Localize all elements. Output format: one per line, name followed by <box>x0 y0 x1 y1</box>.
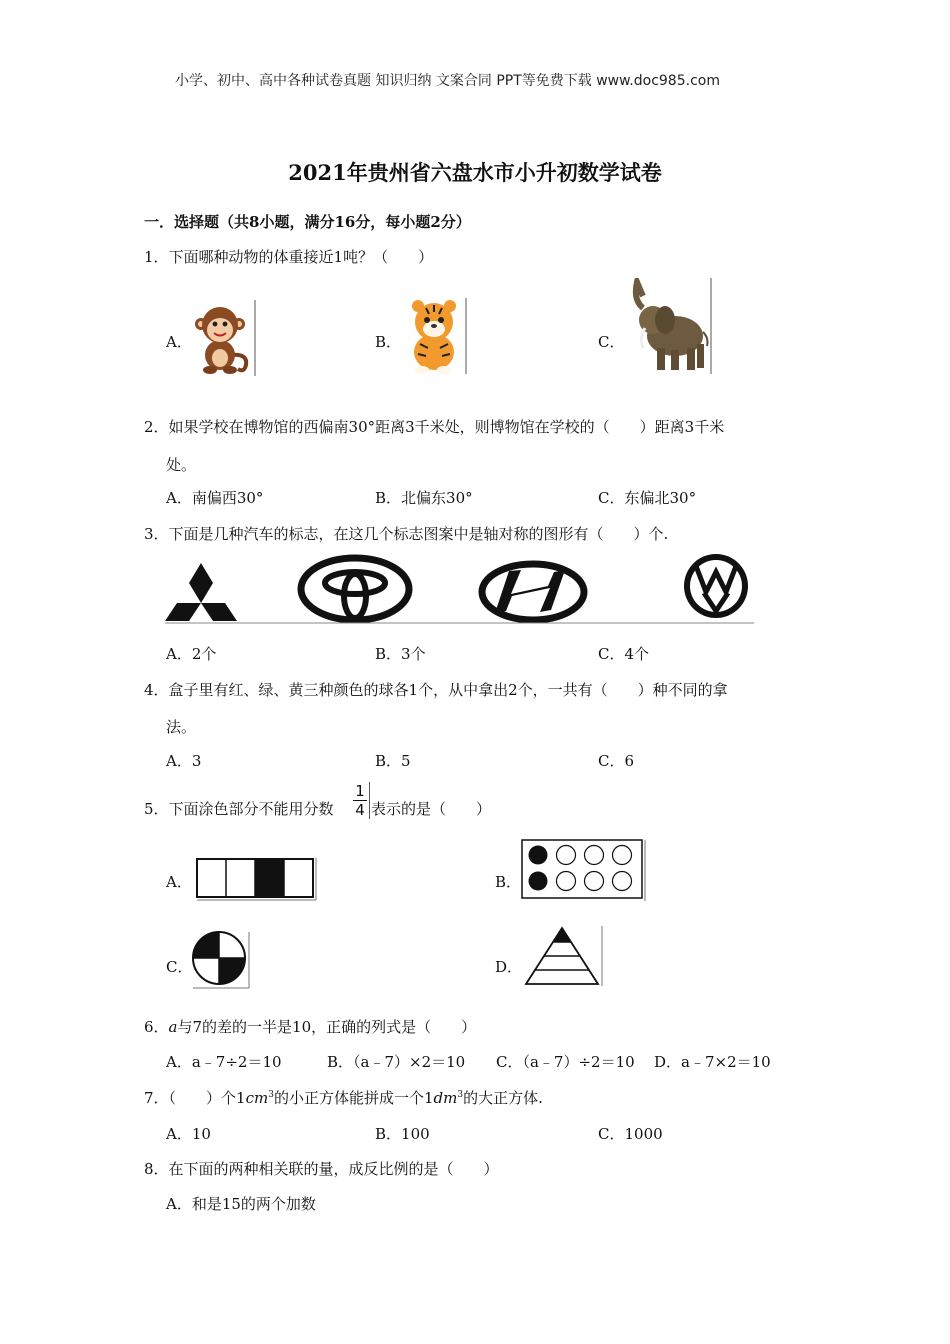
question-4 <box>144 679 728 700</box>
monkey-image <box>190 300 258 376</box>
question-text: 下面哪种动物的体重接近1吨？（ ） <box>168 248 434 266</box>
page-title: 2021年贵州省六盘水市小升初数学试卷 <box>288 160 662 185</box>
variable: a <box>168 1018 178 1036</box>
option-label: C． <box>166 958 193 976</box>
question-text-continued: 法。 <box>166 718 197 736</box>
question-number: 2． <box>144 418 169 436</box>
option-label: C． <box>598 333 625 351</box>
fraction <box>353 782 370 819</box>
option-c: C．4个 <box>598 645 650 663</box>
volkswagen-logo <box>684 554 748 618</box>
section-heading: 一．选择题（共8小题，满分16分，每小题2分） <box>144 213 471 231</box>
question-3 <box>144 523 668 544</box>
question-1 <box>144 246 433 267</box>
question-number: 5． <box>144 800 169 818</box>
fraction-denominator: 4 <box>355 801 365 819</box>
question-number: 6． <box>144 1018 169 1036</box>
question-number: 3． <box>144 525 169 543</box>
option-c: C．东偏北30° <box>598 489 697 507</box>
question-text: 盒子里有红、绿、黄三种颜色的球各1个，从中拿出2个，一共有（ ）种不同的拿 <box>168 681 728 699</box>
question-7: 7．（ ）个$1cm^3$的小正方体能拼成一个$1dm^3$的大正方体. <box>144 1089 543 1107</box>
question-5 <box>144 798 334 819</box>
option-c: C．6 <box>598 752 635 770</box>
option-a: A．和是15的两个加数 <box>166 1195 316 1213</box>
option-label: D． <box>495 958 523 976</box>
option-a: A．南偏西30° <box>166 489 264 507</box>
question-number: 4． <box>144 681 169 699</box>
toyota-logo <box>301 558 409 620</box>
option-a: A．2个 <box>166 645 217 663</box>
option-a: A．3 <box>166 752 202 770</box>
car-logos-image <box>164 551 756 625</box>
option-a: A．a﹣7÷2＝10 <box>166 1053 282 1071</box>
option-d-figure <box>522 924 604 988</box>
question-8 <box>144 1158 499 1179</box>
question-2 <box>144 416 724 437</box>
option-label: B． <box>375 333 402 351</box>
option-b: B．5 <box>375 752 411 770</box>
question-text-after: 表示的是（ ） <box>371 800 492 818</box>
fraction-numerator: 1 <box>353 782 367 801</box>
option-c-figure <box>190 928 252 990</box>
site-header: 小学、初中、高中各种试卷真题 知识归纳 文案合同 PPT等免费下载 www.doc985.com <box>175 73 720 89</box>
elephant-image <box>625 278 717 376</box>
option-b: B．（a﹣7）×2＝10 <box>327 1053 466 1071</box>
option-label: B． <box>495 873 522 891</box>
question-text: 如果学校在博物馆的西偏南30°距离3千米处，则博物馆在学校的（ ）距离3千米 <box>168 418 725 436</box>
question-text: 与7的差的一半是10，正确的列式是（ ） <box>177 1018 477 1036</box>
option-b: B．3个 <box>375 645 426 663</box>
question-text: 下面是几种汽车的标志，在这几个标志图案中是轴对称的图形有（ ）个. <box>168 525 669 543</box>
question-text: 在下面的两种相关联的量，成反比例的是（ ） <box>168 1160 499 1178</box>
option-label: A． <box>166 873 192 891</box>
mitsubishi-logo <box>165 563 237 621</box>
option-b-figure <box>520 838 646 902</box>
tiger-image <box>402 296 472 376</box>
option-label: A． <box>166 333 192 351</box>
option-a-figure <box>195 856 319 902</box>
question-number: 1． <box>144 248 169 266</box>
option-b: B．北偏东30° <box>375 489 473 507</box>
question-number: 7． <box>144 1089 169 1107</box>
option-a: A．10 <box>166 1125 211 1143</box>
hyundai-logo <box>482 564 584 620</box>
question-text: 下面涂色部分不能用分数 <box>168 800 334 818</box>
option-d: D．a﹣7×2＝10 <box>654 1053 771 1071</box>
question-number: 8． <box>144 1160 169 1178</box>
option-c: C．（a﹣7）÷2＝10 <box>496 1053 635 1071</box>
question-6 <box>144 1016 476 1037</box>
option-c: C．1000 <box>598 1125 663 1143</box>
question-text-continued: 处。 <box>166 456 197 474</box>
option-b: B．100 <box>375 1125 430 1143</box>
